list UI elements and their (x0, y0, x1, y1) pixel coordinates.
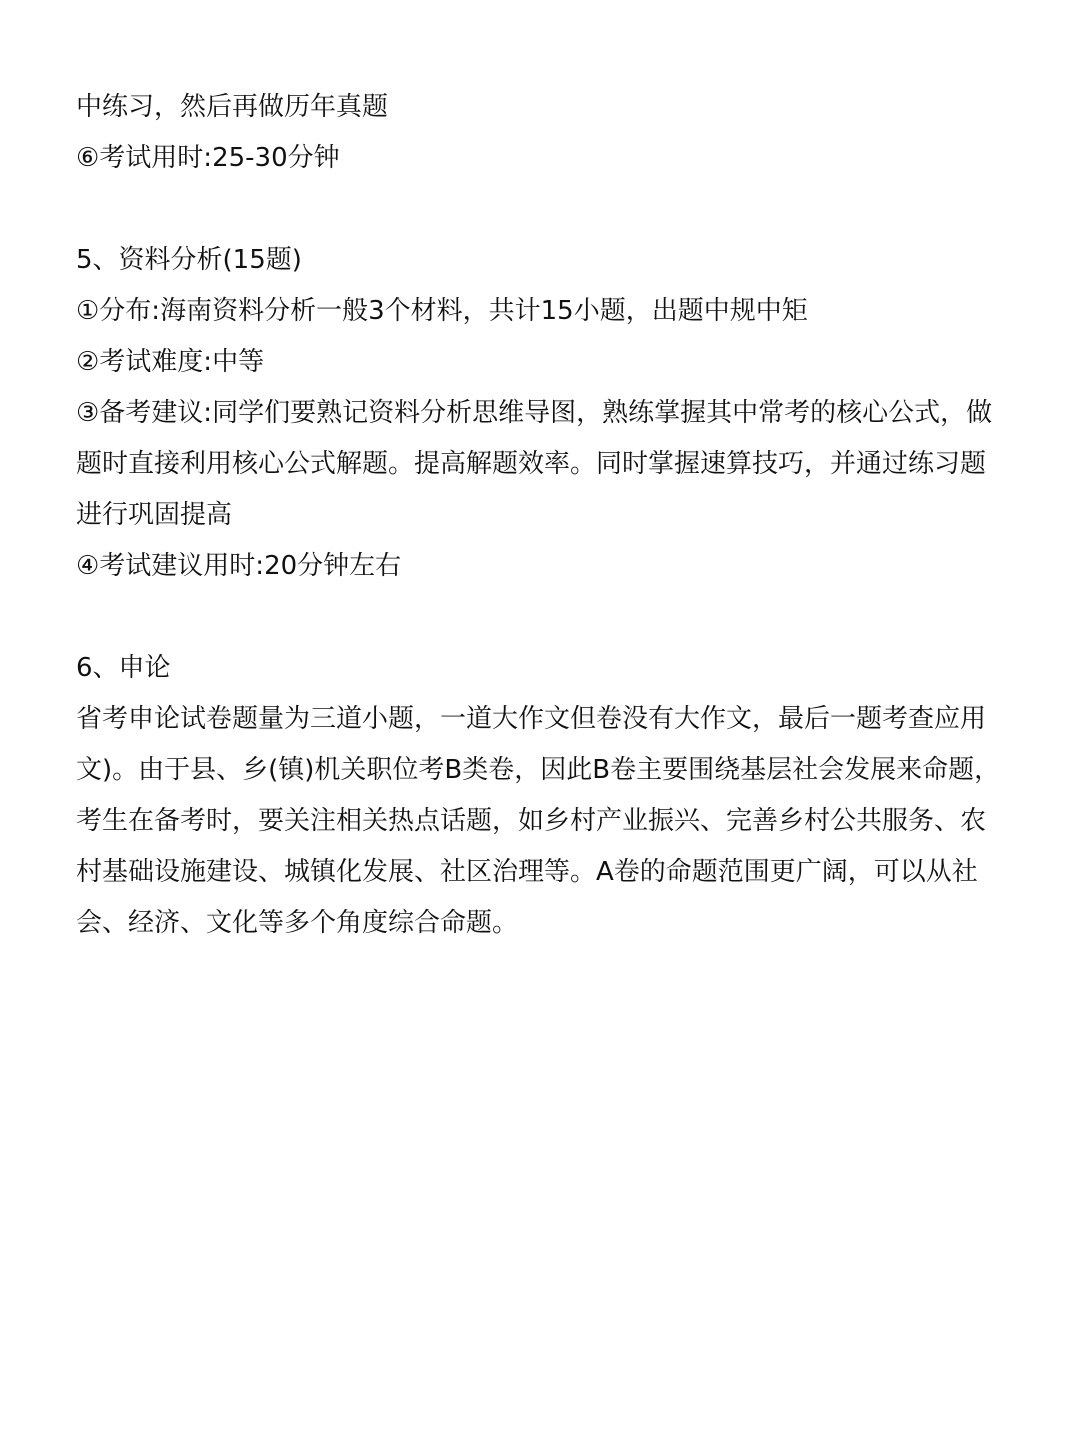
text-line: 中练习，然后再做历年真题 (76, 92, 389, 122)
text-line: 文)。由于县、乡(镇)机关职位考B类卷，因此B卷主要围绕基层社会发展来命题， (76, 755, 1001, 785)
text-line: ①分布:海南资料分析一般3个材料，共计15小题，出题中规中矩 (76, 296, 808, 326)
text-line: 题时直接利用核心公式解题。提高解题效率。同时掌握速算技巧，并通过练习题 (76, 449, 987, 479)
text-line: ⑥考试用时:25-30分钟 (76, 143, 340, 173)
paragraph-gap (76, 184, 1016, 235)
paragraph-gap (76, 592, 1016, 643)
text-line: 考生在备考时，要关注相关热点话题，如乡村产业振兴、完善乡村公共服务、农 (76, 806, 987, 836)
text-line: 村基础设施建设、城镇化发展、社区治理等。A卷的命题范围更广阔，可以从社 (76, 857, 978, 887)
text-line: 省考申论试卷题量为三道小题，一道大作文但卷没有大作文，最后一题考查应用 (76, 704, 987, 734)
text-line: ③备考建议:同学们要熟记资料分析思维导图，熟练掌握其中常考的核心公式，做 (76, 398, 993, 428)
text-line: ②考试难度:中等 (76, 347, 265, 377)
text-line: 会、经济、文化等多个角度综合命题。 (76, 908, 519, 938)
document-page (76, 82, 1016, 949)
text-line: ④考试建议用时:20分钟左右 (76, 551, 402, 581)
section-heading: 6、申论 (76, 653, 171, 683)
section-heading: 5、资料分析(15题) (76, 245, 302, 275)
text-line: 进行巩固提高 (76, 500, 233, 530)
